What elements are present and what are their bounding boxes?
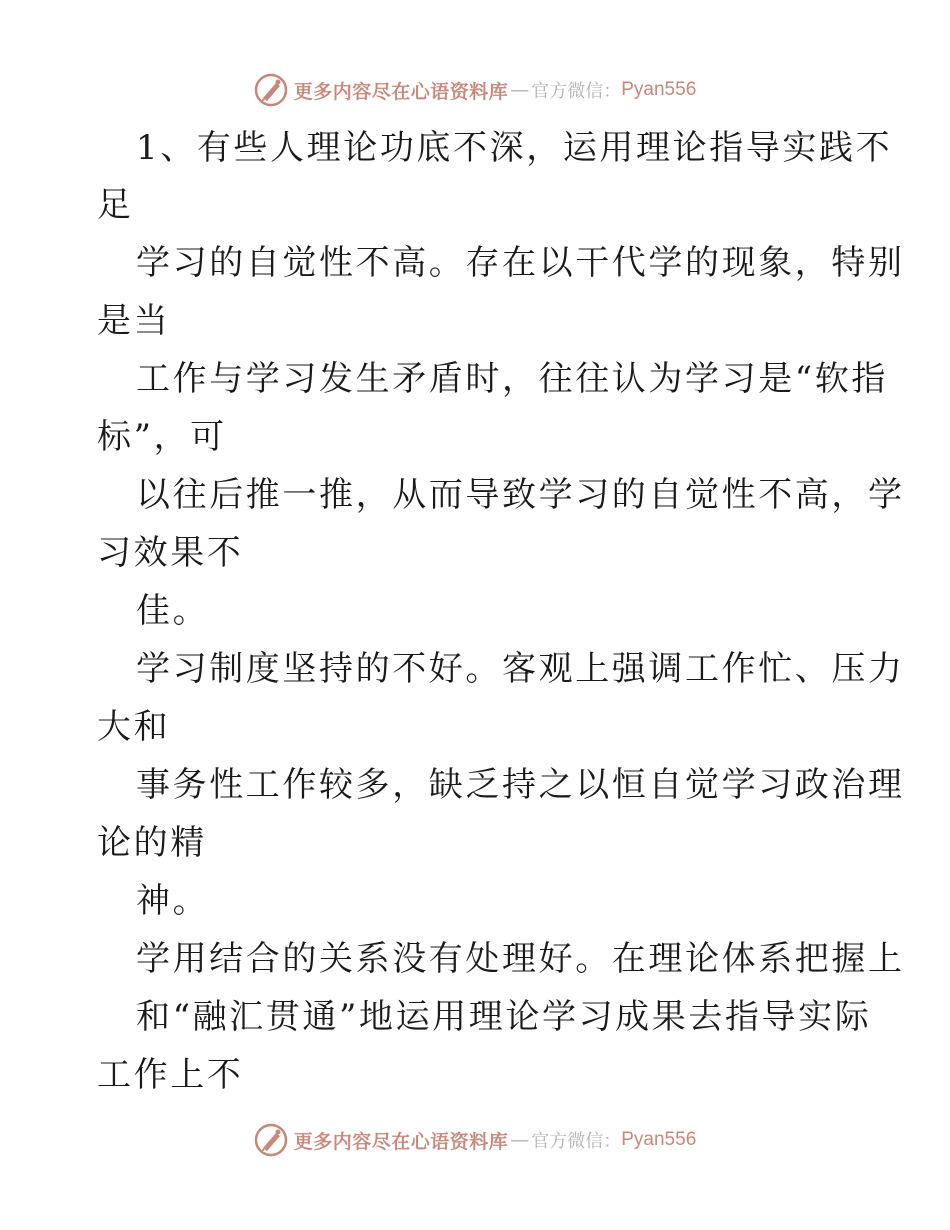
body-line: 习效果不 (97, 533, 244, 573)
pen-logo-icon (254, 1123, 288, 1157)
banner-separator: — (510, 79, 530, 101)
banner-separator: — (510, 1129, 530, 1151)
banner-wechat-label: 官方微信： (531, 1131, 622, 1152)
body-line: 论的精 (97, 823, 207, 863)
body-line: 是当 (97, 301, 171, 341)
pen-logo-icon (254, 73, 288, 107)
banner-wechat-id: Pyan556 (621, 1129, 697, 1150)
body-line: 工作上不 (97, 1055, 244, 1095)
banner-site-text: 更多内容尽在心语资料库 (293, 80, 509, 103)
body-line: 神。 (136, 881, 210, 921)
body-line: 学习的自觉性不高。存在以干代学的现象，特别 (136, 243, 905, 283)
body-line: 足 (97, 185, 134, 225)
body-line: 以往后推一推，从而导致学习的自觉性不高，学 (136, 475, 905, 515)
body-line: 1、有些人理论功底不深，运用理论指导实践不 (136, 128, 893, 168)
body-line: 事务性工作较多，缺乏持之以恒自觉学习政治理 (136, 765, 905, 805)
body-line: 和“融汇贯通”地运用理论学习成果去指导实际 (136, 997, 872, 1037)
body-line: 学习制度坚持的不好。客观上强调工作忙、压力 (136, 649, 905, 689)
banner-wechat-id: Pyan556 (621, 79, 697, 100)
body-line: 工作与学习发生矛盾时，往往认为学习是“软指 (136, 359, 888, 399)
body-line: 标”，可 (97, 417, 227, 457)
footer-banner (0, 1120, 950, 1160)
body-line: 佳。 (136, 591, 210, 631)
body-line: 大和 (97, 707, 171, 747)
banner-site-text: 更多内容尽在心语资料库 (293, 1130, 509, 1153)
body-line: 学用结合的关系没有处理好。在理论体系把握上 (136, 939, 905, 979)
header-banner (0, 70, 950, 110)
banner-wechat-label: 官方微信： (531, 81, 622, 102)
